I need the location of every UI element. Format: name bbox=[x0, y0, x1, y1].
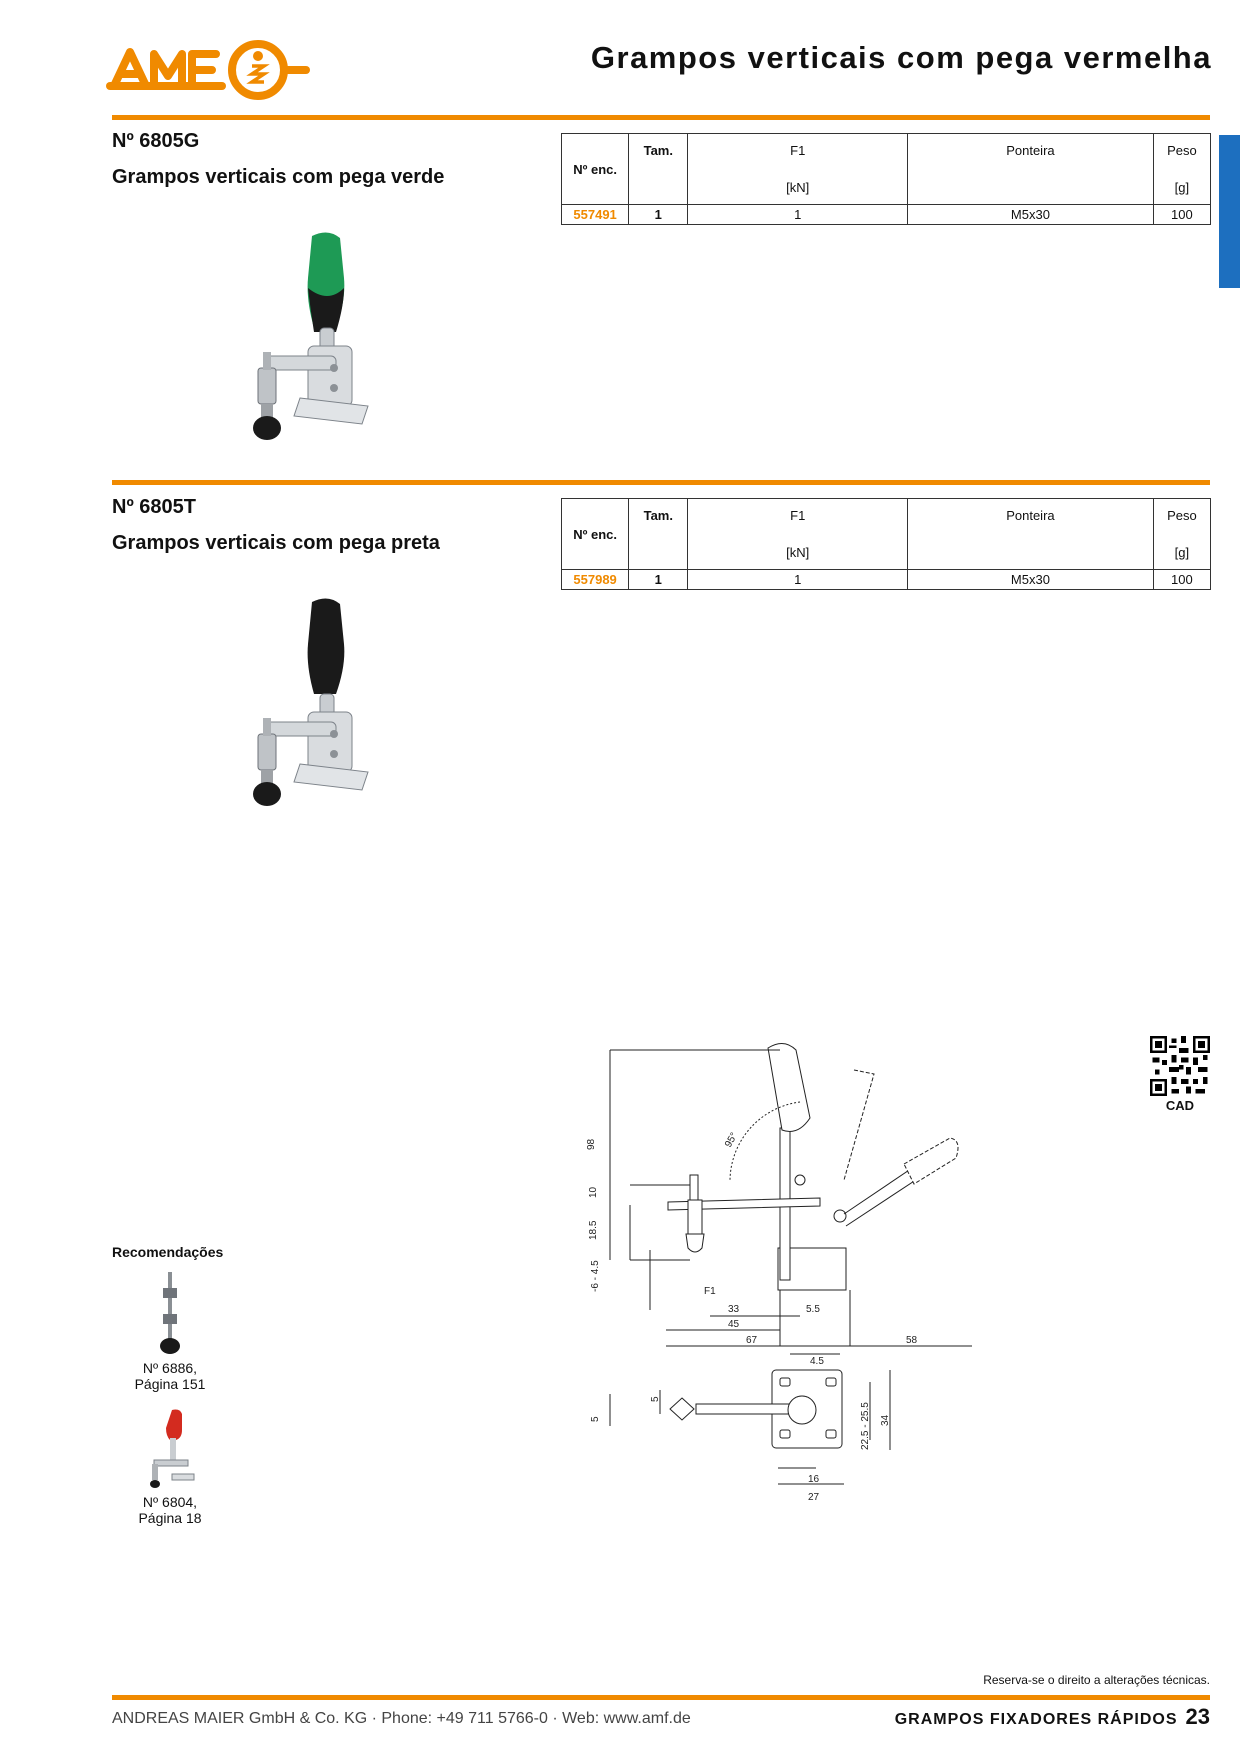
dim-45: 45 bbox=[728, 1319, 740, 1330]
section-divider bbox=[112, 115, 1210, 120]
dim-5-a: 5 bbox=[590, 1416, 601, 1422]
page-number: 23 bbox=[1185, 1704, 1210, 1729]
footer-right bbox=[895, 1704, 1210, 1730]
product-photo-black bbox=[240, 594, 400, 836]
product-number: Nº 6805T bbox=[112, 496, 197, 518]
recommendation-image-6804[interactable] bbox=[146, 1408, 198, 1490]
dim-67: 67 bbox=[746, 1335, 758, 1346]
dim-33: 33 bbox=[728, 1304, 740, 1315]
col-tip: Ponteira bbox=[908, 134, 1154, 205]
disclaimer: Reserva-se o direito a alterações técnicas. bbox=[983, 1673, 1210, 1687]
footer-category: GRAMPOS FIXADORES RÁPIDOS bbox=[894, 1711, 1178, 1728]
chapter-side-tab bbox=[1219, 135, 1240, 288]
dim-27: 27 bbox=[808, 1492, 820, 1503]
dim-98: 98 bbox=[586, 1138, 597, 1150]
recommendations-title: Recomendações bbox=[112, 1244, 224, 1260]
dim-5-b: 5 bbox=[650, 1396, 661, 1402]
dim-18-5: 18.5 bbox=[588, 1220, 599, 1240]
product-name: Grampos verticais com pega preta bbox=[112, 532, 440, 554]
dim-22-5: 22.5 - 25.5 bbox=[860, 1402, 871, 1450]
dim-16: 16 bbox=[808, 1474, 820, 1485]
dim-34: 34 bbox=[880, 1414, 891, 1426]
cad-label: CAD bbox=[1165, 1098, 1195, 1113]
col-f1: F1 [kN] bbox=[688, 134, 908, 205]
product-name: Grampos verticais com pega verde bbox=[112, 166, 445, 188]
col-size: Tam. bbox=[629, 499, 688, 570]
amf-logo bbox=[110, 36, 310, 106]
section-divider bbox=[112, 480, 1210, 485]
company-info: ANDREAS MAIER GmbH & Co. KG · Phone: +49 711 5766-0 · Web: www.amf.de bbox=[112, 1710, 691, 1727]
table-row: 557989 1 1 M5x30 100 bbox=[562, 570, 1211, 590]
page-title: Grampos verticais com pega vermelha bbox=[590, 40, 1212, 75]
technical-drawing bbox=[586, 1030, 1000, 1510]
col-order-no: Nº enc. bbox=[562, 499, 629, 570]
cad-qr-code[interactable] bbox=[1150, 1036, 1210, 1096]
spec-table bbox=[561, 133, 1211, 225]
dim-5-5: 5.5 bbox=[806, 1304, 820, 1315]
order-number[interactable]: 557989 bbox=[562, 570, 629, 590]
col-size: Tam. bbox=[629, 134, 688, 205]
recommendation-caption[interactable]: Nº 6886, Página 151 bbox=[134, 1360, 206, 1392]
col-tip: Ponteira bbox=[908, 499, 1154, 570]
col-weight: Peso [g] bbox=[1153, 134, 1210, 205]
dim-6-4-5: -6 - 4.5 bbox=[590, 1260, 601, 1292]
recommendation-image-6886[interactable] bbox=[150, 1272, 190, 1356]
product-photo-green bbox=[240, 228, 400, 470]
table-row: 557491 1 1 M5x30 100 bbox=[562, 205, 1211, 225]
product-number: Nº 6805G bbox=[112, 130, 200, 152]
recommendation-caption[interactable]: Nº 6804, Página 18 bbox=[138, 1494, 202, 1526]
dim-angle: 95° bbox=[723, 1130, 741, 1150]
order-number[interactable]: 557491 bbox=[562, 205, 629, 225]
col-weight: Peso [g] bbox=[1153, 499, 1210, 570]
spec-table bbox=[561, 498, 1211, 590]
footer-divider bbox=[112, 1695, 1210, 1700]
dim-58: 58 bbox=[906, 1335, 918, 1346]
col-f1: F1 [kN] bbox=[688, 499, 908, 570]
col-order-no: Nº enc. bbox=[562, 134, 629, 205]
dim-4-5: 4.5 bbox=[810, 1356, 824, 1367]
dim-10: 10 bbox=[588, 1186, 599, 1198]
force-label: F1 bbox=[704, 1286, 716, 1297]
